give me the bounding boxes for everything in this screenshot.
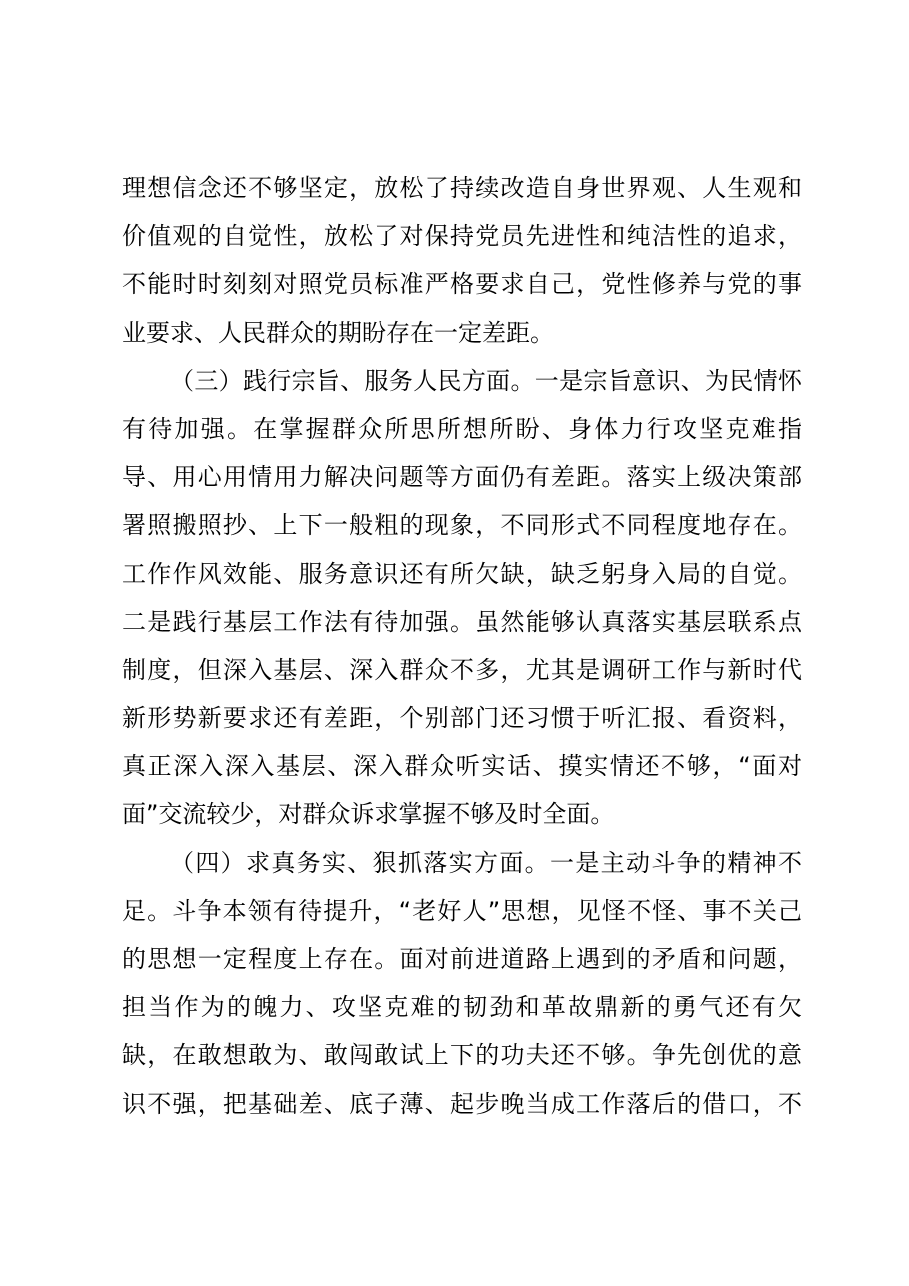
text-line: 的思想一定程度上存在。面对前进道路上遇到的矛盾和问题， [122, 945, 802, 973]
text-line: 制度，但深入基层、深入群众不多，尤其是调研工作与新时代 [122, 655, 802, 684]
text-line: 担当作为的魄力、攻坚克难的韧劲和革故鼎新的勇气还有欠 [122, 993, 802, 1022]
text-line: 署照搬照抄、上下一般粗的现象，不同形式不同程度地存在。 [122, 511, 802, 540]
text-line: 导、用心用情用力解决问题等方面仍有差距。落实上级决策部 [122, 463, 802, 492]
text-line: 业要求、人民群众的期盼存在一定差距。 [122, 318, 554, 347]
text-line: 真正深入深入基层、深入群众听实话、摸实情还不够，“面对 [122, 752, 802, 781]
section-heading-line: （三）践行宗旨、服务人民方面。一是宗旨意识、为民情怀 [170, 366, 802, 395]
section-heading-line: （四）求真务实、狠抓落实方面。一是主动斗争的精神不 [170, 848, 802, 877]
text-line: 缺，在敢想敢为、敢闯敢试上下的功夫还不够。争先创优的意 [122, 1041, 802, 1070]
document-body [122, 164, 802, 1128]
text-line: 价值观的自觉性，放松了对保持党员先进性和纯洁性的追求， [122, 222, 802, 251]
text-line: 理想信念还不够坚定，放松了持续改造自身世界观、人生观和 [122, 174, 802, 202]
text-line: 二是践行基层工作法有待加强。虽然能够认真落实基层联系点 [122, 607, 802, 636]
text-line: 足。斗争本领有待提升，“老好人”思想，见怪不怪、事不关己 [122, 896, 802, 925]
text-line: 面”交流较少，对群众诉求掌握不够及时全面。 [122, 800, 615, 829]
text-line: 识不强，把基础差、底子薄、起步晚当成工作落后的借口，不 [122, 1089, 802, 1118]
text-line: 工作作风效能、服务意识还有所欠缺，缺乏躬身入局的自觉。 [122, 559, 802, 588]
text-line: 新形势新要求还有差距，个别部门还习惯于听汇报、看资料， [122, 704, 802, 733]
text-line: 有待加强。在掌握群众所思所想所盼、身体力行攻坚克难指 [122, 414, 802, 443]
text-line: 不能时时刻刻对照党员标准严格要求自己，党性修养与党的事 [122, 270, 802, 299]
